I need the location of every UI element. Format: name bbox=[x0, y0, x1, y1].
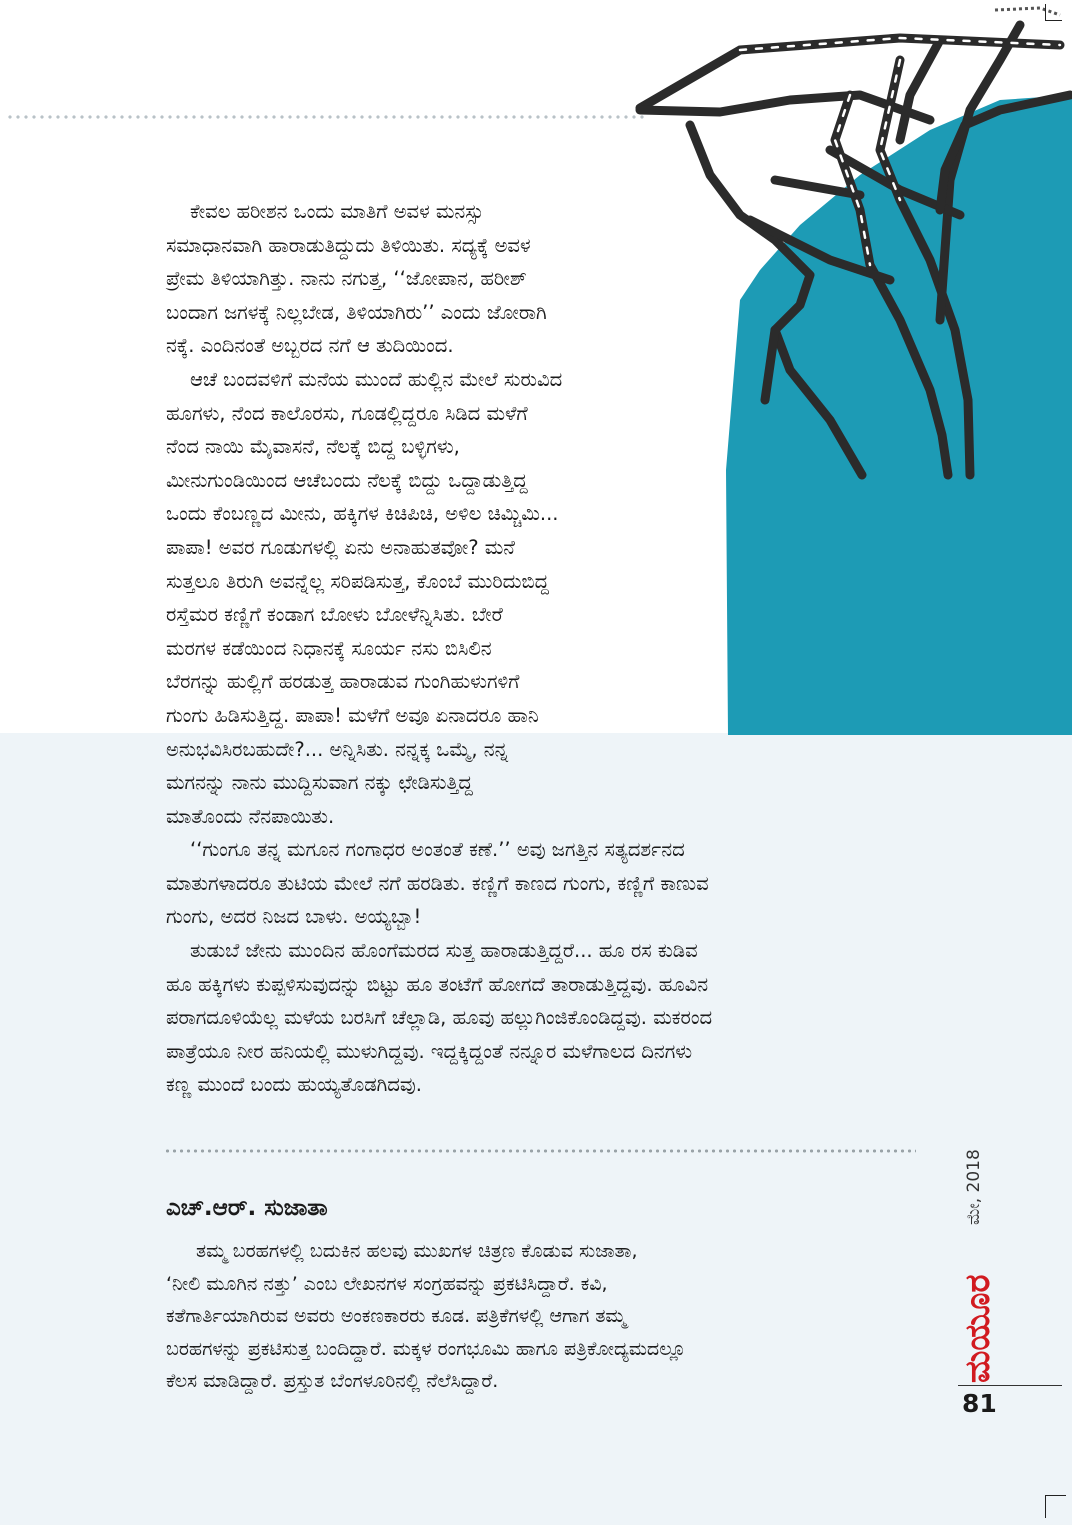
crop-mark-bottom bbox=[1045, 1495, 1066, 1518]
top-dotted-divider bbox=[6, 115, 646, 119]
magazine-masthead: ಮಯೂರ bbox=[958, 1274, 998, 1383]
article-paragraph-3: ‘‘ಗುಂಗೂ ತನ್ನ ಮಗೂನ ಗಂಗಾಧರ ಅಂತಂತೆ ಕಣೆ.’’ ಅವು ಜಗತ್ತಿನ ಸತ್ಯದರ್ಶನದ ಮಾತುಗಳಾದರೂ ತುಟಿಯ ಮೇಲೆ ನಗೆ ಹರಡಿತು. ಕಣ್ಣಿಗೆ ಕಾಣದ ಗುಂಗು, ಕಣ್ಣಿಗೆ ಕಾಣುವ ಗುಂಗು, ಅದರ ನಿಜದ ಬಾಳು. ಅಯ್ಯಬ್ಬಾ! bbox=[166, 838, 709, 929]
page-number: 81 bbox=[962, 1389, 997, 1418]
article-paragraph-1: ಕೇವಲ ಹರೀಶನ ಒಂದು ಮಾತಿಗೆ ಅವಳ ಮನಸ್ಸು ಸಮಾಧಾನವಾಗಿ ಹಾರಾಡುತಿದ್ದುದು ತಿಳಿಯಿತು. ಸದ್ಯಕ್ಕೆ ಅವಳ ಪ್ರೇಮ ತಿಳಿಯಾಗಿತ್ತು. ನಾನು ನಗುತ್ತ, ‘‘ಜೋಪಾನ, ಹರೀಶ್ ಬಂದಾಗ ಜಗಳಕ್ಕೆ ನಿಲ್ಲಬೇಡ, ತಿಳಿಯಾಗಿರು’’ ಎಂದು ಜೋರಾಗಿ ನಕ್ಕೆ. ಎಂದಿನಂತೆ ಅಬ್ಬರದ ನಗೆ ಆ ತುದಿಯಿಂದ. bbox=[166, 200, 547, 358]
author-bio: ತಮ್ಮ ಬರಹಗಳಲ್ಲಿ ಬದುಕಿನ ಹಲವು ಮುಖಗಳ ಚಿತ್ರಣ ಕೊಡುವ ಸುಜಾತಾ, ‘ನೀಲಿ ಮೂಗಿನ ನತ್ತು’ ಎಂಬ ಲೇಖನಗಳ ಸಂಗ್ರಹವನ್ನು ಪ್ರಕಟಿಸಿದ್ದಾರೆ. ಕವಿ, ಕತೆಗಾರ್ತಿಯಾಗಿರುವ ಅವರು ಅಂಕಣಕಾರರು ಕೂಡ. ಪತ್ರಿಕೆಗಳಲ್ಲಿ ಆಗಾಗ ತಮ್ಮ ಬರಹಗಳನ್ನು ಪ್ರಕಟಿಸುತ್ತ ಬಂದಿದ್ದಾರೆ. ಮಕ್ಕಳ ರಂಗಭೂಮಿ ಹಾಗೂ ಪತ್ರಿಕೋದ್ಯಮದಲ್ಲೂ ಕೆಲಸ ಮಾಡಿದ್ದಾರೆ. ಪ್ರಸ್ತುತ ಬೆಂಗಳೂರಿನಲ್ಲಿ ನೆಲೆಸಿದ್ದಾರೆ. bbox=[166, 1240, 686, 1393]
page-number-rule bbox=[958, 1385, 1062, 1386]
crop-mark-top bbox=[1045, 4, 1062, 21]
article-paragraph-4: ತುಡುಬೆ ಜೇನು ಮುಂದಿನ ಹೊಂಗೆಮರದ ಸುತ್ತ ಹಾರಾಡುತ್ತಿದ್ದರೆ... ಹೂ ರಸ ಕುಡಿವ ಹೂ ಹಕ್ಕಿಗಳು ಕುಪ್ಪಳಿಸುವುದನ್ನು ಬಿಟ್ಟು ಹೂ ತಂಟೆಗೆ ಹೋಗದೆ ತಾರಾಡುತ್ತಿದ್ದವು. ಹೂವಿನ ಪರಾಗದೂಳಿಯೆಲ್ಲ ಮಳೆಯ ಬರಸಿಗೆ ಚೆಲ್ಲಾಡಿ, ಹೂವು ಹಲ್ಲುಗಿಂಜಿಕೊಂಡಿದ್ದವು. ಮಕರಂದ ಪಾತ್ರೆಯೂ ನೀರ ಹನಿಯಲ್ಲಿ ಮುಳುಗಿದ್ದವು. ಇದ್ದಕ್ಕಿದ್ದಂತೆ ನನ್ನೂರ ಮಳೆಗಾಲದ ದಿನಗಳು ಕಣ್ಣ ಮುಂದೆ ಬಂದು ಹುಯ್ಯತೊಡಗಿದವು. bbox=[166, 939, 713, 1097]
issue-date: ಮೇ, 2018 bbox=[964, 1149, 984, 1225]
article-body bbox=[166, 195, 926, 1102]
section-dotted-divider bbox=[164, 1149, 916, 1153]
article-paragraph-2: ಆಚೆ ಬಂದವಳಿಗೆ ಮನೆಯ ಮುಂದೆ ಹುಲ್ಲಿನ ಮೇಲೆ ಸುರುವಿದ ಹೂಗಳು, ನೆಂದ ಕಾಲೊರಸು, ಗೂಡಲ್ಲಿದ್ದರೂ ಸಿಡಿದ ಮಳೆಗೆ ನೆಂದ ನಾಯಿ ಮೈವಾಸನೆ, ನೆಲಕ್ಕೆ ಬಿದ್ದ ಬಳ್ಳಿಗಳು, ಮೀನುಗುಂಡಿಯಿಂದ ಆಚೆಬಂದು ನೆಲಕ್ಕೆ ಬಿದ್ದು ಒದ್ದಾಡುತ್ತಿದ್ದ ಒಂದು ಕೆಂಬಣ್ಣದ ಮೀನು, ಹಕ್ಕಿಗಳ ಕಿಚಿಪಿಚಿ, ಅಳಿಲ ಚಿಮ್ಚಿಮಿ... ಪಾಪಾ! ಅವರ ಗೂಡುಗಳಲ್ಲಿ ಏನು ಅನಾಹುತವೋ? ಮನೆ ಸುತ್ತಲೂ ತಿರುಗಿ ಅವನ್ನೆಲ್ಲ ಸರಿಪಡಿಸುತ್ತ, ಕೊಂಬೆ ಮುರಿದುಬಿದ್ದ ರಸ್ತೆಮರ ಕಣ್ಣಿಗೆ ಕಂಡಾಗ ಬೋಳು ಬೋಳೆನ್ನಿಸಿತು. ಬೇರೆ ಮರಗಳ ಕಡೆಯಿಂದ ನಿಧಾನಕ್ಕೆ ಸೂರ್ಯ ನಸು ಬಿಸಿಲಿನ ಬೆರಗನ್ನು ಹುಲ್ಲಿಗೆ ಹರಡುತ್ತ ಹಾರಾಡುವ ಗುಂಗಿಹುಳುಗಳಿಗೆ ಗುಂಗು ಹಿಡಿಸುತ್ತಿದ್ದ. ಪಾಪಾ! ಮಳೆಗೆ ಅವೂ ಏನಾದರೂ ಹಾನಿ ಅನುಭವಿಸಿರಬಹುದೇ?... ಅನ್ನಿಸಿತು. ನನ್ನಕ್ಕ ಒಮ್ಮೆ, ನನ್ನ ಮಗನನ್ನು ನಾನು ಮುದ್ದಿಸುವಾಗ ನಕ್ಕು ಛೇಡಿಸುತ್ತಿದ್ದ ಮಾತೊಂದು ನೆನಪಾಯಿತು. bbox=[166, 367, 563, 828]
author-name: ಎಚ್.ಆರ್. ಸುಜಾತಾ bbox=[166, 1195, 328, 1221]
